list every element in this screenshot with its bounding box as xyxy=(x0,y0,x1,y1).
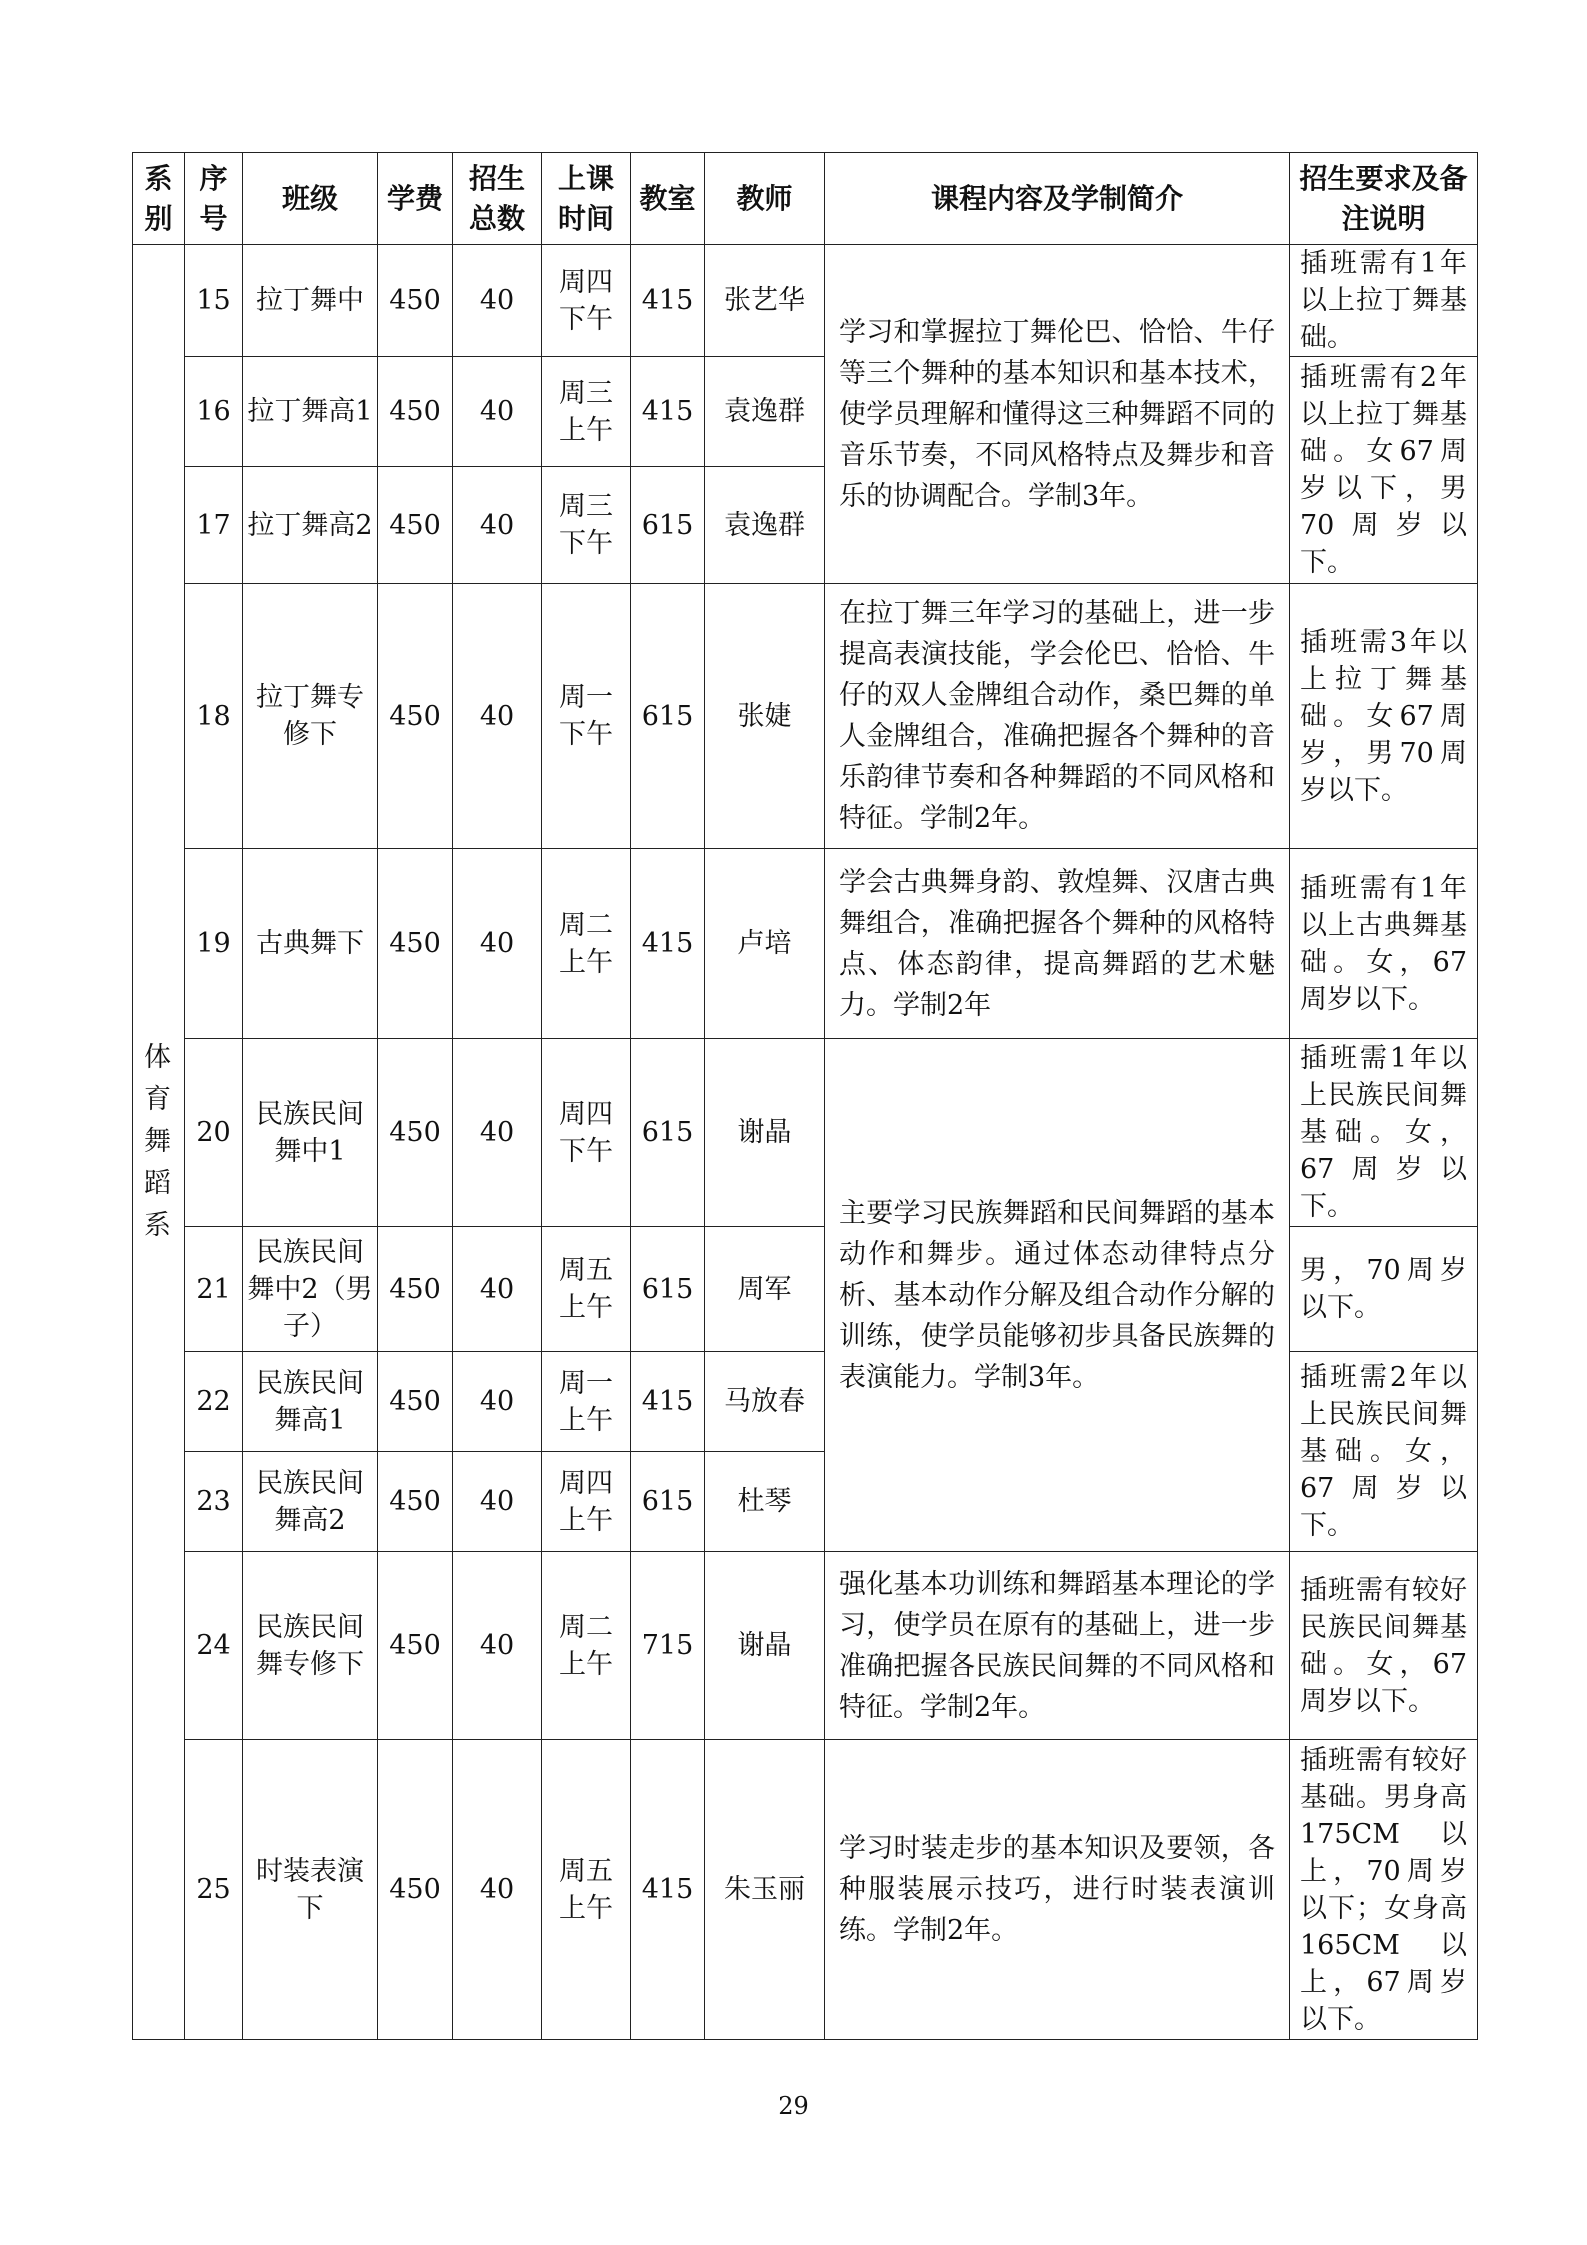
class-name: 民族民间舞高1 xyxy=(243,1352,378,1452)
course-description: 强化基本功训练和舞蹈基本理论的学习，使学员在原有的基础上，进一步准确把握各民族民间舞的不同风格和特征。学制2年。 xyxy=(825,1552,1290,1740)
room: 415 xyxy=(631,357,705,467)
room: 415 xyxy=(631,1740,705,2040)
quota: 40 xyxy=(453,849,542,1039)
class-name: 古典舞下 xyxy=(243,849,378,1039)
row-number: 23 xyxy=(185,1452,243,1552)
requirement-note: 插班需有2年以上拉丁舞基础。女67周岁以下，男70周岁以下。 xyxy=(1290,357,1478,584)
fee: 450 xyxy=(378,1227,453,1352)
table-row xyxy=(133,849,1478,1039)
table-row xyxy=(133,1039,1478,1227)
fee: 450 xyxy=(378,1740,453,2040)
class-name: 民族民间舞中2（男子） xyxy=(243,1227,378,1352)
quota: 40 xyxy=(453,1039,542,1227)
requirement-note: 插班需有1年以上拉丁舞基础。 xyxy=(1290,245,1478,357)
header-quota: 招生总数 xyxy=(453,153,542,245)
row-number: 22 xyxy=(185,1352,243,1452)
quota: 40 xyxy=(453,584,542,849)
room: 415 xyxy=(631,245,705,357)
quota: 40 xyxy=(453,1552,542,1740)
class-time: 周四上午 xyxy=(542,1452,631,1552)
table-header-row xyxy=(133,153,1478,245)
class-name: 拉丁舞中 xyxy=(243,245,378,357)
header-time: 上课时间 xyxy=(542,153,631,245)
class-time: 周五上午 xyxy=(542,1740,631,2040)
quota: 40 xyxy=(453,1352,542,1452)
class-time: 周三下午 xyxy=(542,467,631,584)
header-fee: 学费 xyxy=(378,153,453,245)
class-time: 周一上午 xyxy=(542,1352,631,1452)
teacher: 袁逸群 xyxy=(705,357,825,467)
header-class: 班级 xyxy=(243,153,378,245)
requirement-note: 插班需有较好基础。男身高175CM以上，70周岁以下；女身高165CM以上，67周岁以下。 xyxy=(1290,1740,1478,2040)
teacher: 张艺华 xyxy=(705,245,825,357)
fee: 450 xyxy=(378,1452,453,1552)
fee: 450 xyxy=(378,357,453,467)
course-description: 在拉丁舞三年学习的基础上，进一步提高表演技能，学会伦巴、恰恰、牛仔的双人金牌组合动作，桑巴舞的单人金牌组合，准确把握各个舞种的音乐韵律节奏和各种舞蹈的不同风格和特征。学制2年。 xyxy=(825,584,1290,849)
class-name: 民族民间舞专修下 xyxy=(243,1552,378,1740)
fee: 450 xyxy=(378,245,453,357)
class-time: 周四下午 xyxy=(542,245,631,357)
fee: 450 xyxy=(378,849,453,1039)
fee: 450 xyxy=(378,584,453,849)
class-time: 周二上午 xyxy=(542,849,631,1039)
quota: 40 xyxy=(453,1452,542,1552)
page-number: 29 xyxy=(778,2092,809,2120)
row-number: 20 xyxy=(185,1039,243,1227)
requirement-note: 插班需有1年以上古典舞基础。女，67周岁以下。 xyxy=(1290,849,1478,1039)
row-number: 19 xyxy=(185,849,243,1039)
course-table xyxy=(132,152,1478,2040)
teacher: 周军 xyxy=(705,1227,825,1352)
teacher: 袁逸群 xyxy=(705,467,825,584)
row-number: 16 xyxy=(185,357,243,467)
class-time: 周二上午 xyxy=(542,1552,631,1740)
row-number: 21 xyxy=(185,1227,243,1352)
course-description: 主要学习民族舞蹈和民间舞蹈的基本动作和舞步。通过体态动律特点分析、基本动作分解及组合动作分解的训练，使学员能够初步具备民族舞的表演能力。学制3年。 xyxy=(825,1039,1290,1552)
class-name: 民族民间舞中1 xyxy=(243,1039,378,1227)
table-row xyxy=(133,1552,1478,1740)
teacher: 杜琴 xyxy=(705,1452,825,1552)
requirement-note: 插班需1年以上民族民间舞基础。女，67周岁以下。 xyxy=(1290,1039,1478,1227)
room: 615 xyxy=(631,467,705,584)
class-name: 拉丁舞专修下 xyxy=(243,584,378,849)
quota: 40 xyxy=(453,357,542,467)
room: 615 xyxy=(631,1039,705,1227)
class-name: 时装表演下 xyxy=(243,1740,378,2040)
course-description: 学习时装走步的基本知识及要领，各种服装展示技巧，进行时装表演训练。学制2年。 xyxy=(825,1740,1290,2040)
table-row xyxy=(133,1740,1478,2040)
quota: 40 xyxy=(453,1227,542,1352)
quota: 40 xyxy=(453,1740,542,2040)
class-time: 周三上午 xyxy=(542,357,631,467)
class-name: 民族民间舞高2 xyxy=(243,1452,378,1552)
course-description: 学习和掌握拉丁舞伦巴、恰恰、牛仔等三个舞种的基本知识和基本技术，使学员理解和懂得这三种舞蹈不同的音乐节奏，不同风格特点及舞步和音乐的协调配合。学制3年。 xyxy=(825,245,1290,584)
row-number: 17 xyxy=(185,467,243,584)
quota: 40 xyxy=(453,245,542,357)
teacher: 谢晶 xyxy=(705,1552,825,1740)
table-row xyxy=(133,245,1478,357)
header-teacher: 教师 xyxy=(705,153,825,245)
fee: 450 xyxy=(378,1552,453,1740)
class-name: 拉丁舞高1 xyxy=(243,357,378,467)
room: 615 xyxy=(631,584,705,849)
room: 415 xyxy=(631,1352,705,1452)
header-requirements: 招生要求及备注说明 xyxy=(1290,153,1478,245)
quota: 40 xyxy=(453,467,542,584)
room: 615 xyxy=(631,1452,705,1552)
header-department: 系别 xyxy=(133,153,185,245)
header-description: 课程内容及学制简介 xyxy=(825,153,1290,245)
requirement-note: 插班需有较好民族民间舞基础。女，67周岁以下。 xyxy=(1290,1552,1478,1740)
row-number: 15 xyxy=(185,245,243,357)
fee: 450 xyxy=(378,1352,453,1452)
class-time: 周四下午 xyxy=(542,1039,631,1227)
row-number: 24 xyxy=(185,1552,243,1740)
row-number: 18 xyxy=(185,584,243,849)
room: 715 xyxy=(631,1552,705,1740)
room: 415 xyxy=(631,849,705,1039)
teacher: 谢晶 xyxy=(705,1039,825,1227)
header-room: 教室 xyxy=(631,153,705,245)
room: 615 xyxy=(631,1227,705,1352)
course-description: 学会古典舞身韵、敦煌舞、汉唐古典舞组合，准确把握各个舞种的风格特点、体态韵律，提高舞蹈的艺术魅力。学制2年 xyxy=(825,849,1290,1039)
table-row xyxy=(133,584,1478,849)
requirement-note: 插班需3年以上拉丁舞基础。女67周岁，男70周岁以下。 xyxy=(1290,584,1478,849)
fee: 450 xyxy=(378,467,453,584)
fee: 450 xyxy=(378,1039,453,1227)
teacher: 张婕 xyxy=(705,584,825,849)
teacher: 卢培 xyxy=(705,849,825,1039)
requirement-note: 男，70周岁以下。 xyxy=(1290,1227,1478,1352)
class-time: 周五上午 xyxy=(542,1227,631,1352)
header-number: 序号 xyxy=(185,153,243,245)
row-number: 25 xyxy=(185,1740,243,2040)
class-name: 拉丁舞高2 xyxy=(243,467,378,584)
department-cell: 体育舞蹈系 xyxy=(133,245,185,2040)
teacher: 朱玉丽 xyxy=(705,1740,825,2040)
requirement-note: 插班需2年以上民族民间舞基础。女，67周岁以下。 xyxy=(1290,1352,1478,1552)
class-time: 周一下午 xyxy=(542,584,631,849)
teacher: 马放春 xyxy=(705,1352,825,1452)
